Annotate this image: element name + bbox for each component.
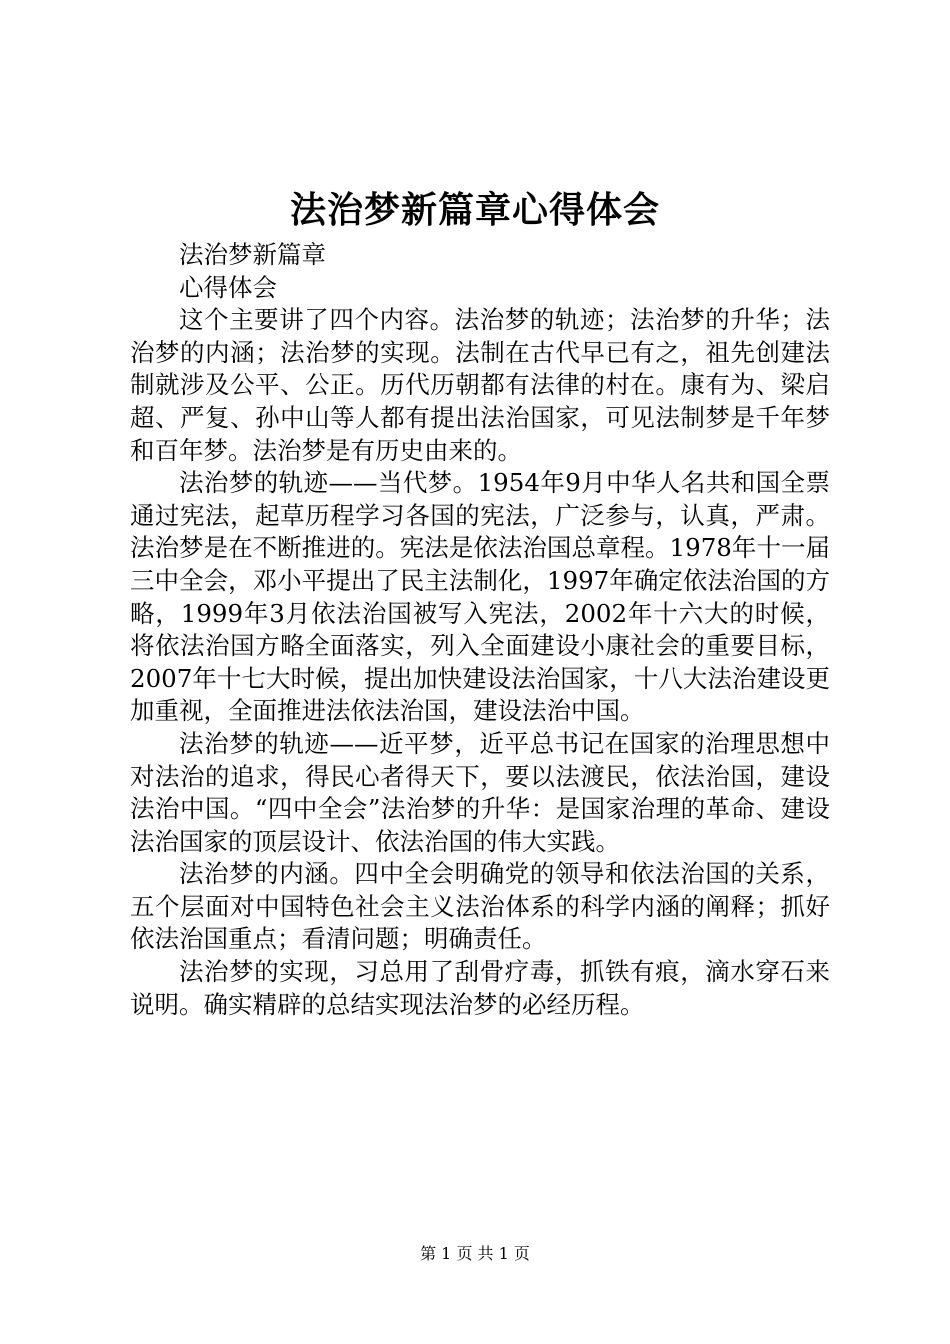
- paragraph: 法治梦的实现，习总用了刮骨疗毒，抓铁有痕，滴水穿石来说明。确实精辟的总结实现法治梦的必经历程。: [130, 957, 830, 1019]
- paragraph: 这个主要讲了四个内容。法治梦的轨迹；法治梦的升华；法治梦的内涵；法治梦的实现。法制在古代早已有之，祖先创建法制就涉及公平、公正。历代历朝都有法律的村在。康有为、梁启超、严复、孙中山等人都有提出法治国家，可见法制梦是千年梦和百年梦。法治梦是有历史由来的。: [130, 305, 830, 465]
- paragraph: 法治梦的内涵。四中全会明确党的领导和依法治国的关系，五个层面对中国特色社会主义法治体系的科学内涵的阐释；抓好依法治国重点；看清问题；明确责任。: [130, 859, 830, 954]
- document-title: 法治梦新篇章心得体会: [289, 189, 660, 231]
- paragraph-subtitle: 法治梦新篇章: [179, 240, 326, 269]
- paragraph-subtitle-2: 心得体会: [179, 272, 277, 302]
- paragraph: 法治梦的轨迹——当代梦。1954年9月中华人名共和国全票通过宪法，起草历程学习各国的宪法，广泛参与，认真，严肃。法治梦是在不断推进的。宪法是依法治国总章程。1978年十一届三中全会，邓小平提出了民主法制化，1997年确定依法治国的方略，1999年3月依法治国被写入宪法，2002年十六大的时候，将依法治国方略全面落实，列入全面建设小康社会的重要目标，2007年十七大时候，提出加快建设法治国家，十八大法治建设更加重视，全面推进法依法治国，建设法治中国。: [130, 468, 830, 726]
- paragraph: 法治梦的轨迹——近平梦，近平总书记在国家的治理思想中对法治的追求，得民心者得天下，要以法渡民，依法治国，建设法治中国。“四中全会”法治梦的升华：是国家治理的革命、建设法治国家的顶层设计、依法治国的伟大实践。: [130, 728, 830, 856]
- document-body: [130, 239, 830, 1021]
- page-footer: 第 1 页 共 1 页: [420, 1244, 530, 1263]
